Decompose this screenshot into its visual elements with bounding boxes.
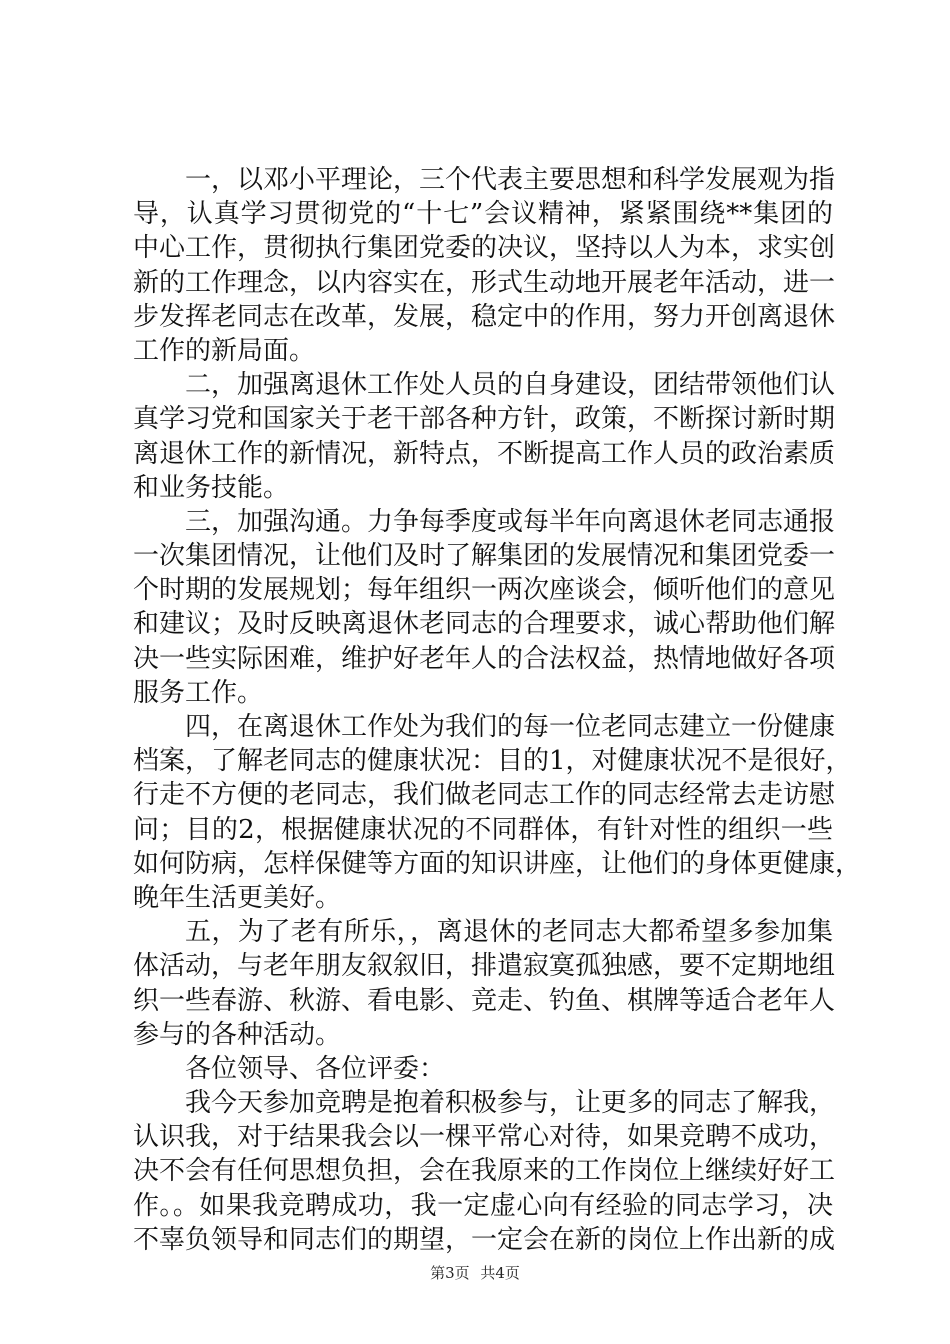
text-line: 认识我，对于结果我会以一棵平常心对待，如果竞聘不成功， — [133, 1122, 836, 1153]
document-body — [133, 163, 862, 1257]
text-line: 决一些实际困难，维护好老年人的合法权益，热情地做好各项 — [133, 643, 836, 674]
text-line: 真学习党和国家关于老干部各种方针，政策，不断探讨新时期 — [133, 404, 836, 435]
text-line: 五，为了老有所乐，，离退休的老同志大都希望多参加集 — [185, 917, 833, 948]
text-line: 织一些春游、秋游、看电影、竞走、钓鱼、棋牌等适合老年人 — [133, 985, 836, 1016]
text-line: 工作的新局面。 — [133, 335, 316, 366]
text-line: 和建议；及时反映离退休老同志的合理要求，诚心帮助他们解 — [133, 609, 836, 640]
text-line: 二，加强离退休工作处人员的自身建设，团结带领他们认 — [185, 370, 836, 401]
page-total: 共4页 — [480, 1264, 520, 1282]
text-line: 离退休工作的新情况，新特点，不断提高工作人员的政治素质 — [133, 438, 836, 469]
page-footer — [0, 1262, 950, 1283]
text-line: 各位领导、各位评委： — [185, 1053, 446, 1084]
text-line: 新的工作理念，以内容实在，形式生动地开展老年活动，进一 — [133, 267, 836, 298]
text-line: 中心工作，贯彻执行集团党委的决议，坚持以人为本，求实创 — [133, 233, 836, 264]
text-line: 步发挥老同志在改革，发展，稳定中的作用，努力开创离退休 — [133, 301, 836, 332]
text-line: 体活动，与老年朋友叙叙旧，排遣寂寞孤独感，要不定期地组 — [133, 951, 836, 982]
text-line: 如何防病，怎样保健等方面的知识讲座，让他们的身体更健康， — [133, 848, 862, 879]
text-line: 一，以邓小平理论，三个代表主要思想和科学发展观为指 — [185, 165, 836, 195]
text-line: 我今天参加竞聘是抱着积极参与，让更多的同志了解我， — [185, 1088, 836, 1119]
text-line: 行走不方便的老同志，我们做老同志工作的同志经常去走访慰 — [133, 780, 836, 811]
text-line: 个时期的发展规划；每年组织一两次座谈会，倾听他们的意见 — [133, 575, 836, 606]
text-line: 四，在离退休工作处为我们的每一位老同志建立一份健康 — [185, 712, 836, 742]
text-line: 晚年生活更美好。 — [133, 882, 342, 913]
text-line: 导，认真学习贯彻党的“十七”会议精神，紧紧围绕**集团的 — [133, 199, 833, 230]
text-line: 三，加强沟通。力争每季度或每半年向离退休老同志通报 — [185, 506, 836, 537]
text-line: 参与的各种活动。 — [133, 1019, 342, 1050]
text-line: 服务工作。 — [133, 677, 264, 708]
page-number: 第3页 — [430, 1264, 470, 1282]
text-line: 档案，了解老同志的健康状况：目的1，对健康状况不是很好， — [133, 746, 852, 777]
text-line: 一次集团情况，让他们及时了解集团的发展情况和集团党委一 — [133, 541, 836, 572]
text-line: 和业务技能。 — [133, 472, 290, 503]
text-line: 作。。如果我竞聘成功，我一定虚心向有经验的同志学习，决 — [133, 1190, 833, 1221]
text-line: 问；目的2，根据健康状况的不同群体，有针对性的组织一些 — [133, 814, 833, 845]
text-line: 不辜负领导和同志们的期望，一定会在新的岗位上作出新的成 — [133, 1224, 836, 1255]
text-line: 决不会有任何思想负担，会在我原来的工作岗位上继续好好工 — [133, 1156, 836, 1187]
